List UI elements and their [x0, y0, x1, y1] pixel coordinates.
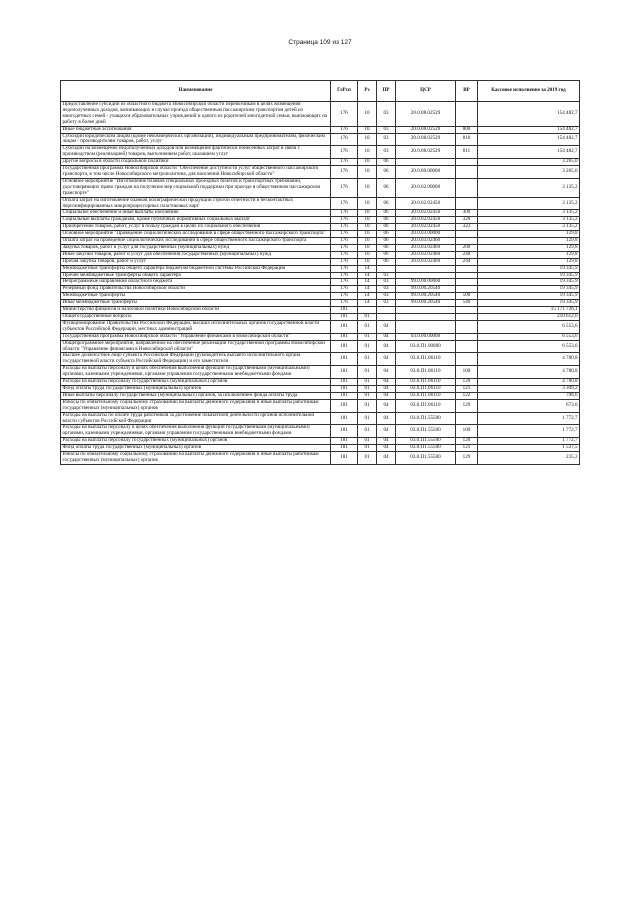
cell-amount: 3 265,0	[478, 159, 580, 166]
cell-name: Функционирование Правительства Российской Федерации, высших исполнительных органов государственной власти субъектов Российской Федерации, местных администраций	[61, 320, 331, 333]
cell-csr: 20.0.08.02529	[396, 146, 456, 159]
cell-csr: 03.0.П1.06110	[396, 379, 456, 386]
cell-vr	[456, 231, 478, 238]
cell-vr: 120	[456, 379, 478, 386]
cell-rz: 10	[358, 146, 377, 159]
cell-pr: 04	[377, 340, 396, 353]
cell-amount: 4 780,8	[478, 379, 580, 386]
cell-amount: 19 345,9	[478, 265, 580, 272]
cell-amount: 3 309,2	[478, 385, 580, 392]
cell-name: Прочая закупка товаров, работ и услуг	[61, 258, 331, 265]
cell-amount: 1 772,7	[478, 425, 580, 438]
cell-vr: 811	[456, 146, 478, 159]
cell-rz: 10	[358, 244, 377, 251]
budget-execution-table	[60, 80, 580, 465]
cell-rz: 01	[358, 412, 377, 425]
cell-glrsp: 176	[331, 238, 358, 245]
cell-name: Высшее должностное лицо субъекта Российской Федерации (руководитель высшего исполнительного органа государственной власти субъекта Российской Федерации) и его заместители	[61, 353, 331, 366]
table-row	[61, 133, 580, 146]
cell-amount: 15 171 726,1	[478, 307, 580, 314]
cell-glrsp: 181	[331, 385, 358, 392]
cell-pr: 04	[377, 353, 396, 366]
cell-rz: 14	[358, 293, 377, 300]
cell-name: Оплата затрат на изготовление бланков полиграфической продукции строгой отчетности и бесконтактных персонифицированных микропроцессорных пластиковых карт	[61, 197, 331, 210]
cell-vr: 121	[456, 445, 478, 452]
cell-pr: 06	[377, 217, 396, 224]
cell-vr: 810	[456, 133, 478, 146]
cell-name: Субсидии юридическим лицам (кроме некоммерческих организаций), индивидуальным предпринимателям, физическим лицам - производителям товаров, работ, услуг	[61, 133, 331, 146]
cell-glrsp: 176	[331, 166, 358, 179]
cell-vr: 300	[456, 210, 478, 217]
cell-csr: 03.0.00.00000	[396, 333, 456, 340]
cell-pr: 03	[377, 293, 396, 300]
cell-glrsp: 176	[331, 178, 358, 197]
cell-glrsp: 181	[331, 340, 358, 353]
cell-amount: 1 772,7	[478, 412, 580, 425]
cell-name: Прочие межбюджетные трансферты общего характера	[61, 272, 331, 279]
cell-rz: 14	[358, 286, 377, 293]
column-header-vr: ВР	[456, 81, 478, 102]
cell-pr: 06	[377, 166, 396, 179]
cell-pr: 06	[377, 159, 396, 166]
cell-glrsp: 176	[331, 146, 358, 159]
cell-rz: 10	[358, 159, 377, 166]
cell-name: Межбюджетные трансферты	[61, 293, 331, 300]
cell-vr	[456, 340, 478, 353]
cell-glrsp: 176	[331, 210, 358, 217]
cell-name: Иные выплаты персоналу государственных (муниципальных) органов, за исключением фонда оплаты труда	[61, 392, 331, 399]
cell-rz: 10	[358, 178, 377, 197]
cell-csr: 03.0.П1.06110	[396, 366, 456, 379]
cell-pr	[377, 307, 396, 314]
cell-amount: 154 482,7	[478, 102, 580, 127]
cell-rz: 10	[358, 102, 377, 127]
cell-csr: 03.0.П1.55500	[396, 412, 456, 425]
cell-glrsp: 181	[331, 353, 358, 366]
cell-pr: 04	[377, 320, 396, 333]
cell-amount: 6 553,6	[478, 320, 580, 333]
cell-pr: 04	[377, 452, 396, 465]
cell-csr: 99.0.00.20540	[396, 300, 456, 307]
cell-name: Взносы по обязательному социальному страхованию на выплаты денежного содержания и иные выплаты работникам государственных (муниципальных) органов	[61, 399, 331, 412]
cell-glrsp: 181	[331, 307, 358, 314]
cell-csr: 20.0.08.02529	[396, 133, 456, 146]
cell-pr: 04	[377, 425, 396, 438]
cell-csr: 03.0.П1.55500	[396, 445, 456, 452]
cell-vr: 122	[456, 392, 478, 399]
cell-csr	[396, 307, 456, 314]
cell-rz: 10	[358, 251, 377, 258]
cell-amount: 129,8	[478, 238, 580, 245]
cell-csr: 20.0.02.02450	[396, 210, 456, 217]
cell-name: Субсидии на возмещение недополученных доходов или возмещение фактически понесенных затрат в связи с производством (реализацией) товаров, выполнением работ, оказанием услуг	[61, 146, 331, 159]
column-header-glrsp: ГлРсп	[331, 81, 358, 102]
cell-vr: 121	[456, 385, 478, 392]
cell-pr: 06	[377, 210, 396, 217]
cell-csr: 99.0.00.20540	[396, 286, 456, 293]
cell-rz: 14	[358, 300, 377, 307]
cell-pr: 06	[377, 178, 396, 197]
cell-glrsp: 176	[331, 126, 358, 133]
cell-rz: 01	[358, 392, 377, 399]
cell-rz: 01	[358, 438, 377, 445]
cell-glrsp: 181	[331, 320, 358, 333]
cell-vr	[456, 166, 478, 179]
cell-name: Государственная программа Новосибирской области "Обеспечение доступности услуг общественного пассажирского транспорта, в том числе Новосибирского метрополитена, для населения Новосибирской области"	[61, 166, 331, 179]
cell-csr: 20.0.02.02450	[396, 224, 456, 231]
cell-glrsp: 181	[331, 392, 358, 399]
column-header-name: Наименование	[61, 81, 331, 102]
cell-amount: 129,8	[478, 258, 580, 265]
cell-csr: 20.0.03.00000	[396, 231, 456, 238]
cell-amount: 19 345,9	[478, 279, 580, 286]
cell-glrsp: 176	[331, 217, 358, 224]
cell-amount: 3 135,2	[478, 224, 580, 231]
cell-pr: 03	[377, 133, 396, 146]
cell-csr: 03.0.П1.55500	[396, 452, 456, 465]
cell-csr	[396, 320, 456, 333]
cell-name: Общепрограммное мероприятие, направленное на обеспечение реализации государственной программы Новосибирской области "Управление финансами в Новосибирской области"	[61, 340, 331, 353]
cell-csr: 20.0.08.02529	[396, 102, 456, 127]
cell-csr	[396, 314, 456, 321]
cell-rz: 01	[358, 314, 377, 321]
cell-rz: 10	[358, 133, 377, 146]
cell-pr: 03	[377, 279, 396, 286]
cell-name: Расходы на выплаты персоналу в целях обеспечения выполнения функций государственными (муниципальными) органами, казенными учреждениями, органами управления государственными внебюджетными фондами	[61, 366, 331, 379]
cell-pr: 04	[377, 385, 396, 392]
cell-glrsp: 181	[331, 399, 358, 412]
table-row	[61, 353, 580, 366]
cell-vr	[456, 320, 478, 333]
cell-glrsp: 176	[331, 133, 358, 146]
cell-amount: 19 345,9	[478, 272, 580, 279]
cell-glrsp: 176	[331, 272, 358, 279]
cell-vr	[456, 412, 478, 425]
table-row	[61, 286, 580, 293]
cell-name: Приобретение товаров, работ, услуг в пользу граждан в целях их социального обеспечения	[61, 224, 331, 231]
cell-pr: 04	[377, 438, 396, 445]
cell-rz: 01	[358, 366, 377, 379]
cell-csr	[396, 159, 456, 166]
cell-name: Фонд оплаты труда государственных (муниципальных) органов	[61, 385, 331, 392]
cell-csr: 99.0.00.20540	[396, 293, 456, 300]
cell-name: Расходы на выплаты персоналу в целях обеспечения выполнения функций государственными (муниципальными) органами, казенными учреждениями, органами управления государственными внебюджетными фондами	[61, 425, 331, 438]
cell-name: Взносы по обязательному социальному страхованию на выплаты денежного содержания и иные выплаты работникам государственных (муниципальных) органов	[61, 452, 331, 465]
cell-glrsp: 176	[331, 197, 358, 210]
cell-glrsp: 176	[331, 244, 358, 251]
cell-rz: 01	[358, 445, 377, 452]
cell-name: Фонд оплаты труда государственных (муниципальных) органов	[61, 445, 331, 452]
cell-name: Закупка товаров, работ и услуг для государственных (муниципальных) нужд	[61, 244, 331, 251]
cell-amount: 154 482,7	[478, 126, 580, 133]
cell-glrsp: 181	[331, 425, 358, 438]
cell-rz: 10	[358, 258, 377, 265]
column-header-execution-2019: Кассовое исполнение за 2019 год	[478, 81, 580, 102]
cell-amount: 3 265,0	[478, 166, 580, 179]
table-row	[61, 307, 580, 314]
cell-amount: 235,2	[478, 452, 580, 465]
cell-glrsp: 181	[331, 379, 358, 386]
table-row	[61, 126, 580, 133]
cell-pr: 03	[377, 286, 396, 293]
cell-pr: 03	[377, 102, 396, 127]
cell-csr: 20.0.03.02460	[396, 258, 456, 265]
cell-glrsp: 176	[331, 231, 358, 238]
cell-amount: 6 553,6	[478, 333, 580, 340]
cell-pr: 06	[377, 251, 396, 258]
cell-pr: 06	[377, 197, 396, 210]
cell-name: Другие вопросы в области социальной политики	[61, 159, 331, 166]
cell-vr: 540	[456, 300, 478, 307]
cell-rz: 01	[358, 452, 377, 465]
cell-name: Оплата затрат на проведение социологических исследований в сфере общественного пассажирского транспорта	[61, 238, 331, 245]
cell-vr	[456, 159, 478, 166]
cell-vr: 129	[456, 452, 478, 465]
cell-glrsp: 176	[331, 265, 358, 272]
cell-name: Министерство финансов и налоговой политики Новосибирской области	[61, 307, 331, 314]
cell-glrsp: 176	[331, 279, 358, 286]
cell-csr: 03.0.П1.00000	[396, 340, 456, 353]
cell-pr: 06	[377, 224, 396, 231]
table-row	[61, 293, 580, 300]
table-row	[61, 399, 580, 412]
cell-vr	[456, 197, 478, 210]
cell-pr: 04	[377, 333, 396, 340]
cell-glrsp: 176	[331, 300, 358, 307]
cell-vr: 120	[456, 438, 478, 445]
cell-glrsp: 181	[331, 438, 358, 445]
cell-name: Иные межбюджетные трансферты	[61, 300, 331, 307]
cell-csr: 03.0.П1.55500	[396, 438, 456, 445]
cell-glrsp: 176	[331, 159, 358, 166]
cell-pr: 04	[377, 366, 396, 379]
cell-csr: 03.0.П1.06110	[396, 385, 456, 392]
cell-csr: 99.0.00.00000	[396, 279, 456, 286]
cell-vr: 244	[456, 258, 478, 265]
cell-vr: 240	[456, 251, 478, 258]
cell-amount: 3 135,2	[478, 217, 580, 224]
cell-vr: 100	[456, 425, 478, 438]
table-row	[61, 102, 580, 127]
cell-amount: 798,6	[478, 392, 580, 399]
cell-csr: 20.0.00.00000	[396, 166, 456, 179]
cell-amount: 3 135,2	[478, 178, 580, 197]
cell-glrsp: 181	[331, 366, 358, 379]
cell-amount: 3 135,2	[478, 210, 580, 217]
cell-amount: 1 537,5	[478, 445, 580, 452]
cell-amount: 210 612,0	[478, 314, 580, 321]
cell-glrsp: 181	[331, 314, 358, 321]
page-number-header: Страница 109 из 127	[288, 39, 352, 46]
cell-glrsp: 181	[331, 333, 358, 340]
table-row	[61, 178, 580, 197]
cell-csr: 20.0.02.02450	[396, 197, 456, 210]
cell-csr: 20.0.03.02460	[396, 251, 456, 258]
cell-name: Государственная программа Новосибирской области "Управление финансами в Новосибирской области"	[61, 333, 331, 340]
cell-pr: 06	[377, 238, 396, 245]
cell-rz: 01	[358, 353, 377, 366]
cell-glrsp: 181	[331, 445, 358, 452]
cell-name: Непрограммные направления областного бюджета	[61, 279, 331, 286]
cell-vr: 800	[456, 126, 478, 133]
cell-csr: 20.0.02.00000	[396, 178, 456, 197]
cell-vr: 200	[456, 244, 478, 251]
cell-glrsp: 176	[331, 224, 358, 231]
cell-name: Резервный фонд Правительства Новосибирской области	[61, 286, 331, 293]
cell-glrsp: 176	[331, 293, 358, 300]
cell-rz: 01	[358, 320, 377, 333]
column-header-pr: ПР	[377, 81, 396, 102]
cell-pr: 04	[377, 412, 396, 425]
cell-name: Иные бюджетные ассигнования	[61, 126, 331, 133]
cell-vr	[456, 265, 478, 272]
cell-rz: 01	[358, 399, 377, 412]
cell-vr	[456, 333, 478, 340]
cell-pr: 06	[377, 258, 396, 265]
column-header-csr: ЦСР	[396, 81, 456, 102]
cell-name: Социальные выплаты гражданам, кроме публичных нормативных социальных выплат	[61, 217, 331, 224]
cell-vr: 500	[456, 293, 478, 300]
cell-rz: 01	[358, 340, 377, 353]
table-row	[61, 320, 580, 333]
cell-rz: 01	[358, 425, 377, 438]
cell-vr: 129	[456, 399, 478, 412]
cell-csr: 20.0.03.02460	[396, 238, 456, 245]
cell-vr	[456, 307, 478, 314]
cell-glrsp: 176	[331, 251, 358, 258]
cell-name: Межбюджетные трансферты общего характера бюджетам бюджетной системы Российской Федерации	[61, 265, 331, 272]
cell-amount: 4 780,8	[478, 366, 580, 379]
cell-pr: 06	[377, 231, 396, 238]
cell-name: Предоставление субсидий из областного бюджета Новосибирской области перевозчикам в целях возмещения недополученных доходов, возникающих в случае проезда общественным пассажирским транспортом детей из многодетных семей - учащихся образовательных учреждений и одного из родителей многодетной семьи, выезжающих на работу в более дней	[61, 102, 331, 127]
cell-name: Социальное обеспечение и иные выплаты населению	[61, 210, 331, 217]
cell-amount: 6 553,6	[478, 340, 580, 353]
cell-rz: 10	[358, 166, 377, 179]
table-row	[61, 366, 580, 379]
table-row	[61, 425, 580, 438]
cell-amount: 1 772,7	[478, 438, 580, 445]
cell-csr: 20.0.03.02460	[396, 244, 456, 251]
cell-glrsp: 176	[331, 286, 358, 293]
cell-csr: 03.0.П1.06110	[396, 399, 456, 412]
cell-amount: 3 135,2	[478, 197, 580, 210]
cell-name: Иные закупки товаров, работ и услуг для обеспечения государственных (муниципальных) нужд	[61, 251, 331, 258]
table-row	[61, 452, 580, 465]
cell-glrsp: 176	[331, 258, 358, 265]
table-row	[61, 166, 580, 179]
cell-pr: 06	[377, 244, 396, 251]
cell-vr	[456, 178, 478, 197]
cell-vr	[456, 272, 478, 279]
cell-glrsp: 181	[331, 452, 358, 465]
cell-name: Расходы на выплаты персоналу государственных (муниципальных) органов	[61, 379, 331, 386]
cell-pr	[377, 314, 396, 321]
cell-rz: 10	[358, 210, 377, 217]
cell-csr: 20.0.08.02529	[396, 126, 456, 133]
cell-pr: 04	[377, 379, 396, 386]
table-row	[61, 146, 580, 159]
column-header-rz: Рз	[358, 81, 377, 102]
cell-name: Расходы на выплаты по оплате труда работников за достижение показателей деятельности органов исполнительной власти субъектов Российской Федерации	[61, 412, 331, 425]
cell-pr: 03	[377, 126, 396, 133]
cell-csr: 03.0.П1.06110	[396, 392, 456, 399]
cell-glrsp: 176	[331, 102, 358, 127]
cell-pr: 03	[377, 146, 396, 159]
cell-csr: 03.0.П1.55500	[396, 425, 456, 438]
cell-glrsp: 181	[331, 412, 358, 425]
cell-name: Основное мероприятие "Проведение социологических исследований в сфере общественного пассажирского транспорта"	[61, 231, 331, 238]
cell-amount: 4 780,8	[478, 353, 580, 366]
cell-amount: 129,8	[478, 251, 580, 258]
cell-rz: 10	[358, 126, 377, 133]
cell-vr: 320	[456, 217, 478, 224]
cell-rz: 01	[358, 385, 377, 392]
cell-rz: 14	[358, 265, 377, 272]
cell-amount: 19 345,9	[478, 293, 580, 300]
cell-name: Общегосударственные вопросы	[61, 314, 331, 321]
cell-csr: 03.0.П1.06110	[396, 353, 456, 366]
cell-rz: 01	[358, 333, 377, 340]
cell-rz: 10	[358, 224, 377, 231]
cell-rz: 10	[358, 217, 377, 224]
cell-name: Основное мероприятие "Изготовление бланков специальных проездных билетов и транспортных требований, удостоверяющих право граждан на получение мер социальной поддержки при проезде в общественном пассажирском транспорте"	[61, 178, 331, 197]
cell-pr: 04	[377, 399, 396, 412]
cell-amount: 129,8	[478, 244, 580, 251]
cell-pr: 04	[377, 392, 396, 399]
cell-rz: 10	[358, 197, 377, 210]
cell-rz: 01	[358, 379, 377, 386]
cell-rz: 10	[358, 231, 377, 238]
table-header-row	[61, 81, 580, 102]
cell-csr: 20.0.02.02450	[396, 217, 456, 224]
cell-vr	[456, 353, 478, 366]
cell-vr	[456, 279, 478, 286]
cell-amount: 673,0	[478, 399, 580, 412]
cell-rz: 14	[358, 272, 377, 279]
cell-vr	[456, 102, 478, 127]
cell-amount: 154 482,7	[478, 146, 580, 159]
cell-amount: 129,8	[478, 231, 580, 238]
cell-vr	[456, 314, 478, 321]
cell-vr: 100	[456, 366, 478, 379]
table-row	[61, 412, 580, 425]
cell-pr: 04	[377, 445, 396, 452]
cell-amount: 154 482,7	[478, 133, 580, 146]
cell-vr: 323	[456, 224, 478, 231]
table-body	[61, 102, 580, 465]
cell-pr: 03	[377, 272, 396, 279]
cell-rz: 10	[358, 238, 377, 245]
cell-pr: 03	[377, 300, 396, 307]
cell-amount: 19 345,9	[478, 286, 580, 293]
cell-csr	[396, 265, 456, 272]
cell-name: Расходы на выплаты персоналу государственных (муниципальных) органов	[61, 438, 331, 445]
cell-amount: 19 345,9	[478, 300, 580, 307]
cell-rz: 14	[358, 279, 377, 286]
table-row	[61, 197, 580, 210]
